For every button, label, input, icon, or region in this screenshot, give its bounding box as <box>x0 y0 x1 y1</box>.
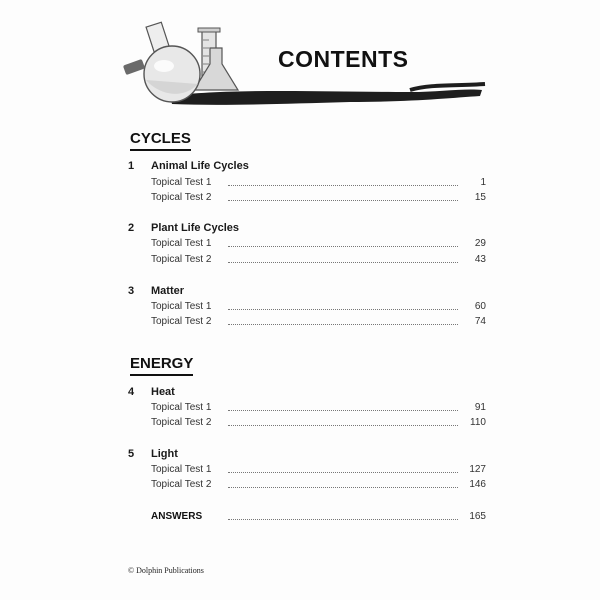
toc-entry[interactable] <box>151 402 486 416</box>
entry-label: Topical Test 2 <box>151 192 212 203</box>
chapter-title-heat[interactable]: Heat <box>151 386 175 398</box>
entry-label: Topical Test 2 <box>151 417 212 428</box>
page-number: 74 <box>474 316 486 327</box>
entry-label: Topical Test 1 <box>151 238 212 249</box>
page-number: 110 <box>470 417 486 428</box>
chapter-number: 4 <box>128 386 135 398</box>
toc-entry[interactable] <box>151 316 486 330</box>
toc-entry[interactable] <box>151 464 486 478</box>
dot-leader <box>228 487 458 488</box>
copyright-footer: © Dolphin Publications <box>128 566 204 575</box>
section-underline <box>130 374 193 376</box>
page-number: 29 <box>474 238 486 249</box>
toc-entry[interactable] <box>151 479 486 493</box>
page-number: 15 <box>474 192 486 203</box>
page-number: 1 <box>480 177 486 188</box>
entry-label: Topical Test 2 <box>151 316 212 327</box>
dot-leader <box>228 185 458 186</box>
page-title: CONTENTS <box>278 46 409 72</box>
page-number: 165 <box>469 511 486 522</box>
section-heading-label: ENERGY <box>130 355 194 372</box>
chapter-number: 3 <box>128 285 135 297</box>
page-number: 43 <box>474 254 486 265</box>
toc-entry[interactable] <box>151 254 486 268</box>
toc-entry-answers[interactable] <box>151 511 486 525</box>
dot-leader <box>228 246 458 247</box>
dot-leader <box>228 200 458 201</box>
entry-label: Topical Test 2 <box>151 479 212 490</box>
chapter-number: 1 <box>128 160 135 172</box>
entry-label: Topical Test 1 <box>151 402 212 413</box>
toc-entry[interactable] <box>151 417 486 431</box>
dot-leader <box>228 262 458 263</box>
page-number: 60 <box>474 301 486 312</box>
dot-leader <box>228 410 458 411</box>
entry-label: ANSWERS <box>151 511 203 522</box>
toc-entry[interactable] <box>151 238 486 252</box>
toc-entry[interactable] <box>151 192 486 206</box>
chapter-number: 5 <box>128 448 135 460</box>
dot-leader <box>228 519 458 520</box>
dot-leader <box>228 472 458 473</box>
entry-label: Topical Test 2 <box>151 254 212 265</box>
chapter-title-animal-life-cycles[interactable]: Animal Life Cycles <box>151 160 249 172</box>
chapter-number: 2 <box>128 222 135 234</box>
chapter-title-plant-life-cycles[interactable]: Plant Life Cycles <box>151 222 240 234</box>
entry-label: Topical Test 1 <box>151 464 212 475</box>
chapter-title-light[interactable]: Light <box>151 448 178 460</box>
entry-label: Topical Test 1 <box>151 177 212 188</box>
toc-entry[interactable] <box>151 301 486 315</box>
section-underline <box>130 149 191 151</box>
page-number: 127 <box>469 464 486 475</box>
section-heading-label: CYCLES <box>130 130 191 147</box>
entry-label: Topical Test 1 <box>151 301 212 312</box>
section-heading-cycles <box>130 130 191 147</box>
page-number: 91 <box>474 402 486 413</box>
toc-entry[interactable] <box>151 177 486 191</box>
page-number: 146 <box>469 479 486 490</box>
chapter-title-matter[interactable]: Matter <box>151 285 185 297</box>
dot-leader <box>228 309 458 310</box>
dot-leader <box>228 425 458 426</box>
section-heading-energy <box>130 355 193 372</box>
dot-leader <box>228 324 458 325</box>
